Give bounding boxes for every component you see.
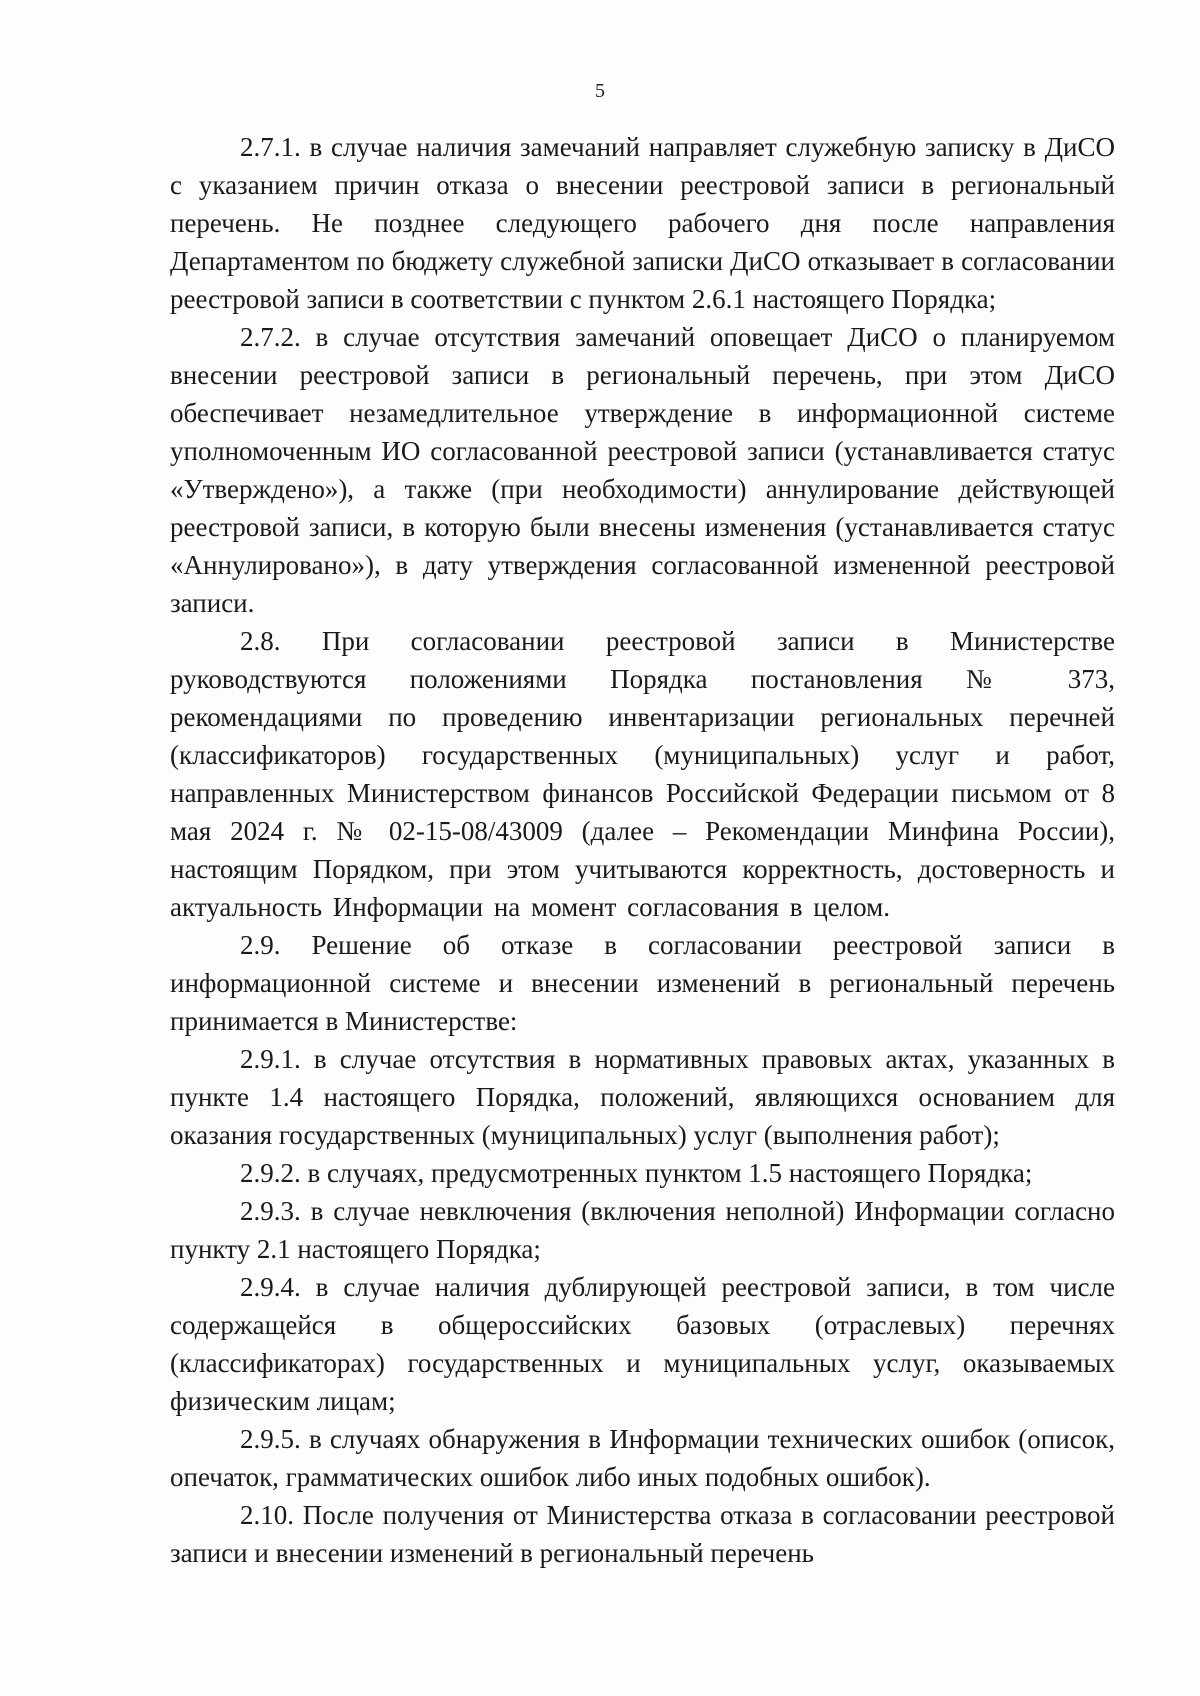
paragraph-2-10: 2.10. После получения от Министерства отказа в согласовании реестровой записи и внесении изменений в региональный перечень bbox=[170, 1500, 1115, 1568]
document-body bbox=[170, 128, 1115, 1572]
paragraph-2-7-2: 2.7.2. в случае отсутствия замечаний оповещает ДиСО о планируемом внесении реестровой записи в региональный перечень, при этом ДиСО обеспечивает незамедлительное утверждение в информационной системе уполномоченным ИО согласованной реестровой записи (устанавливается статус «Утверждено»), а также (при необходимости) аннулирование действующей реестровой записи, в которую были внесены изменения (устанавливается статус «Аннулировано»), в дату утверждения согласованной измененной реестровой записи. bbox=[170, 322, 1115, 618]
paragraph-2-9-4: 2.9.4. в случае наличия дублирующей реестровой записи, в том числе содержащейся в общероссийских базовых (отраслевых) перечнях (классификаторах) государственных и муниципальных услуг, оказываемых физическим лицам; bbox=[170, 1272, 1115, 1416]
paragraph-2-9-1: 2.9.1. в случае отсутствия в нормативных правовых актах, указанных в пункте 1.4 настоящего Порядка, положений, являющихся основанием для оказания государственных (муниципальных) услуг (выполнения работ); bbox=[170, 1044, 1115, 1150]
paragraph-2-9-2: 2.9.2. в случаях, предусмотренных пунктом 1.5 настоящего Порядка; bbox=[240, 1158, 1033, 1188]
page-number: 5 bbox=[595, 80, 605, 102]
paragraph-2-8: 2.8. При согласовании реестровой записи в Министерстве руководствуются положениями Порядка постановления № 373, рекомендациями по проведению инвентаризации региональных перечней (классификаторов) государственных (муниципальных) услуг и работ, направленных Министерством финансов Российской Федерации письмом от 8 мая 2024 г. № 02-15-08/43009 (далее – Рекомендации Минфина России), настоящим Порядком, при этом учитываются корректность, достоверность и актуальность Информации на момент согласования в целом. bbox=[170, 626, 1115, 922]
paragraph-2-9-3: 2.9.3. в случае невключения (включения неполной) Информации согласно пункту 2.1 настоящего Порядка; bbox=[170, 1196, 1115, 1264]
paragraph-2-9-5: 2.9.5. в случаях обнаружения в Информации технических ошибок (описок, опечаток, грамматических ошибок либо иных подобных ошибок). bbox=[170, 1424, 1115, 1492]
paragraph-2-7-1: 2.7.1. в случае наличия замечаний направляет служебную записку в ДиСО с указанием причин отказа о внесении реестровой записи в региональный перечень. Не позднее следующего рабочего дня после направления Департаментом по бюджету служебной записки ДиСО отказывает в согласовании реестровой записи в соответствии с пунктом 2.6.1 настоящего Порядка; bbox=[170, 132, 1115, 314]
paragraph-2-9: 2.9. Решение об отказе в согласовании реестровой записи в информационной системе и внесении изменений в региональный перечень принимается в Министерстве: bbox=[170, 930, 1115, 1036]
